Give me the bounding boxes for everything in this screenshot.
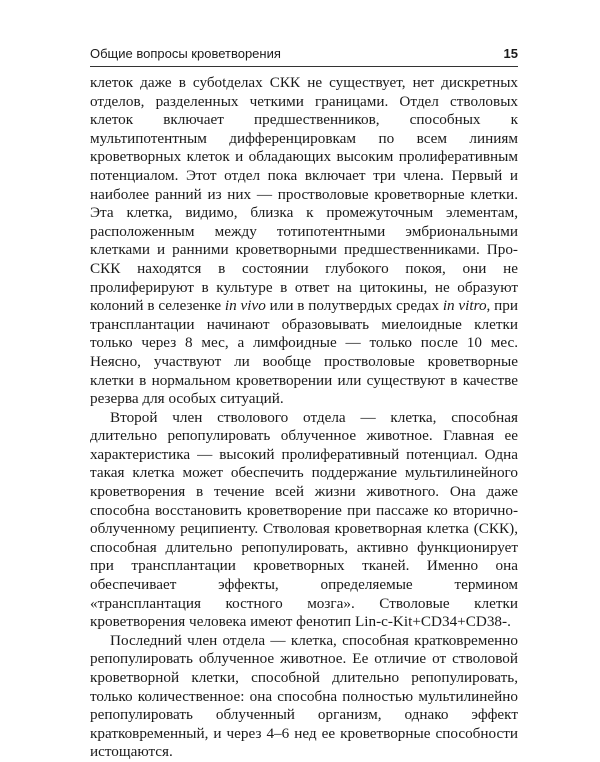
latin-term: in vitro: [442, 297, 487, 315]
text-run: Второй член стволового отдела — клетка, способная длительно репопулировать облученное животное. Главная ее характеристика — высокий пролиферативный потенциал. Одна такая клетка может обеспечить поддержание мультилинейного кроветворения в течение всей жизни животного. Она даже способна восстановить кроветворение при пассаже ко вторично-облученному реципиенту. Стволовая кроветворная клетка (СКК), способная длительно репопулировать, активно функционирует при трансплантации кроветворных тканей. Именно она обеспечивает эффекты, определяемые термином «трансплантация костного мозга». Стволовые клетки кроветворения человека имеют фенотип Lin-c-Kit+CD34+CD38-.: [90, 408, 518, 631]
latin-term: in vivo: [224, 297, 266, 315]
text-run: Последний член отдела — клетка, способная кратковременно репопулировать облученное животное. Ее отличие от стволовой кроветворной клетки, способной длительно репопулировать, только количественное: она способна полностью мультилинейно репопулировать облученный организм, однако эффект кратковременный, и через 4–6 нед ее кроветворные способности истощаются.: [90, 631, 518, 761]
paragraph-1: [90, 74, 518, 409]
text-run: , при трансплантации начинают образовывать миелоидные клетки только через 8 мес, а лимфоидные — только после 10 мес. Неясно, участвуют ли вообще простволовые кроветворные клетки в нормальном кроветворении или существуют в качестве резерва для особых ситуаций.: [90, 297, 518, 408]
page-number: 15: [503, 46, 518, 61]
body-text: [90, 74, 518, 762]
section-title: Общие вопросы кроветворения: [90, 46, 281, 61]
text-run: или в полутвердых средах: [265, 297, 443, 315]
paragraph-2: [90, 409, 518, 632]
running-head: [90, 44, 518, 64]
header-divider: [90, 66, 518, 67]
text-run: клеток даже в субotделах СКК не существует, нет дискретных отделов, разделенных четкими границами. Отдел стволовых клеток включает предшественников, способных к мультипотентным дифференцировкам по всем линиям кроветворных клеток и обладающих высоким пролиферативным потенциалом. Этот отдел пока включает три члена. Первый и наиболее ранний из них — простволовые кроветворные клетки. Эта клетка, видимо, близка к промежуточным элементам, расположенным между тотипотентными эмбриональными клетками и ранними кроветворными предшественниками. Про-СКК находятся в состоянии глубокого покоя, они не пролиферируют в культуре в ответ на цитокины, не образуют колоний в селезенке: [90, 74, 518, 315]
paragraph-3: [90, 632, 518, 762]
